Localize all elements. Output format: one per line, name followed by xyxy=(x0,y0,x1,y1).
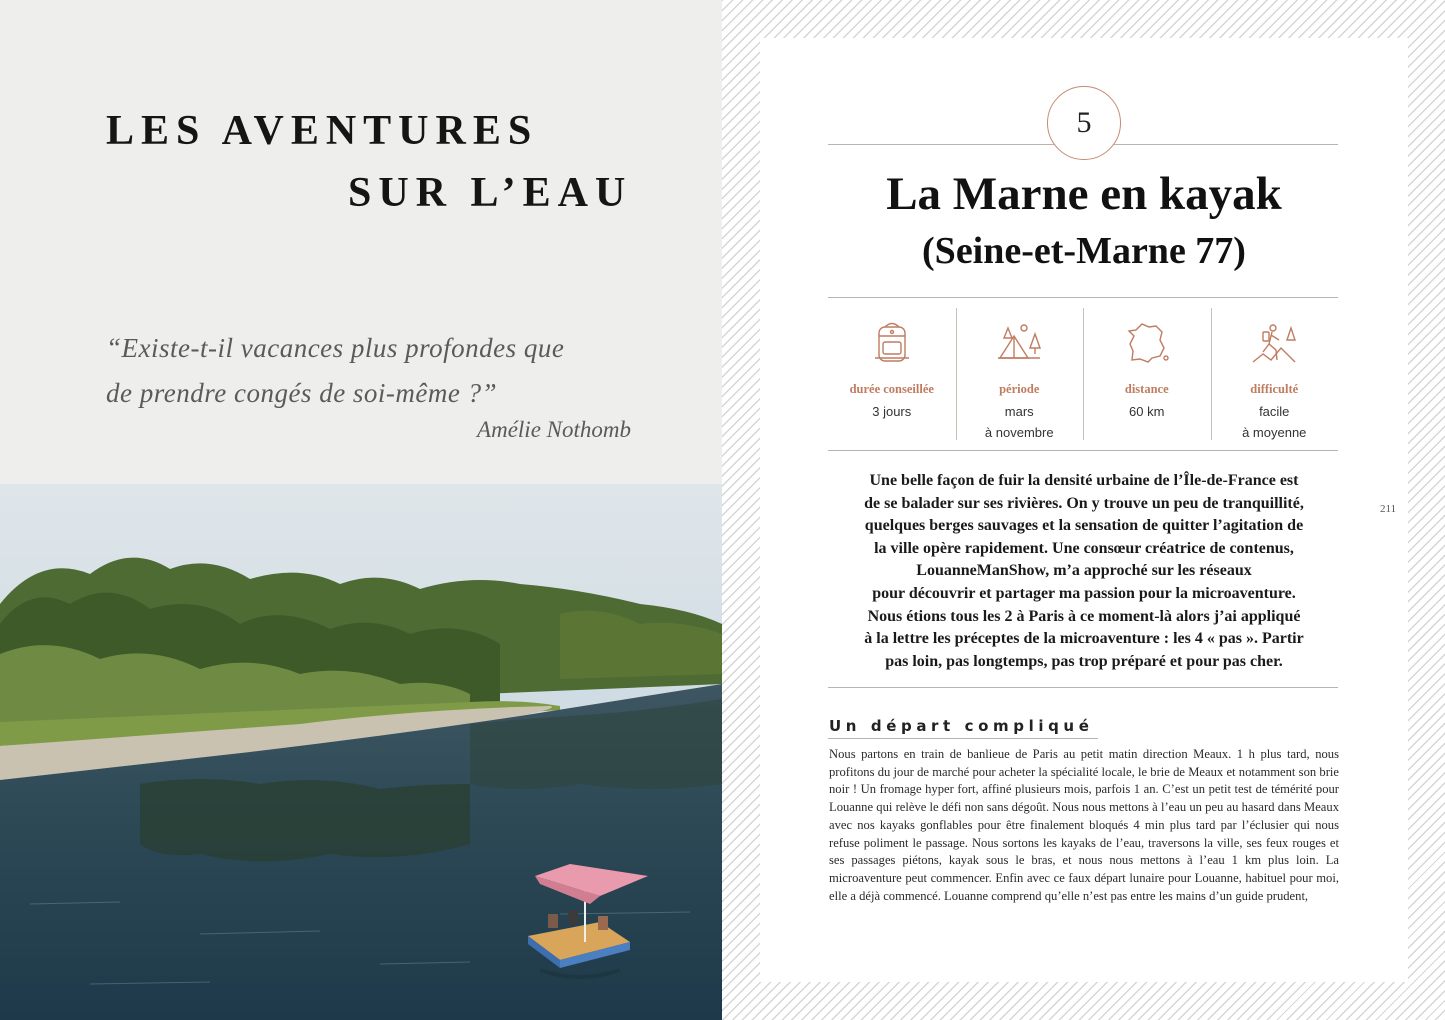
lead-line: quelques berges sauvages et la sensation de quitter l’agitation de xyxy=(864,517,1304,535)
france-map-icon xyxy=(1122,318,1172,368)
stat-value: 3 jours xyxy=(872,404,912,419)
section-title-line2: SUR L’EAU xyxy=(348,170,633,216)
epigraph-quote xyxy=(106,326,646,416)
lead-line: de se balader sur ses rivières. On y trouve un peu de tranquillité, xyxy=(864,494,1304,512)
stat-value: facile xyxy=(1259,404,1290,419)
stat-difficulty xyxy=(1211,308,1339,450)
stat-distance xyxy=(1083,308,1211,450)
right-page xyxy=(722,0,1445,1020)
stat-period xyxy=(956,308,1084,450)
info-stats xyxy=(828,308,1338,450)
chapter-subtitle: (Seine-et-Marne 77) xyxy=(922,230,1246,272)
lead-line: Nous étions tous les 2 à Paris à ce moment-là alors j’ai appliqué xyxy=(867,607,1301,625)
stat-value-line2: à novembre xyxy=(984,425,1054,440)
stat-label: durée conseillée xyxy=(849,382,934,396)
chapter-card xyxy=(760,38,1408,982)
backpack-icon xyxy=(867,318,917,368)
stat-label: période xyxy=(999,382,1040,396)
section-heading: Un départ compliqué xyxy=(829,717,1094,735)
lead-line: pour découvrir et partager ma passion pour la microaventure. xyxy=(872,584,1296,602)
quote-author: Amélie Nothomb xyxy=(477,417,631,442)
body-text: Nous partons en train de banlieue de Paris au petit matin direction Meaux. 1 h plus tard, nous profitons du jour de marché pour acheter la spécialité locale, le brie de Meaux et notamment son brie noir ! Un fromage hyper fort, affiné plusieurs mois, parfois 1 an. C’est un petit test de témérité pour Louanne qui relève le défi non sans dégoût. Nous nous mettons à l’eau un peu au hasard dans Meaux avec nos kayaks gonflables pour être finalement bloqués 4 min plus tard par l’éclusier qui nous refuse poliment le passage. Nous sortons les kayaks de l’eau, traversons la ville, ses feux rouges et ses passages piétons, kayak sous le bras, et nous nous mettons à l’eau 1 km plus loin. La microaventure peut commencer. Enfin avec ce faux départ lunaire pour Louanne, habituel pour moi, elle a déjà commencé. Louanne comprend qu’elle n’est pas entre les mains d’un guide prudent, xyxy=(829,747,1339,903)
chapter-number: 5 xyxy=(1047,86,1121,160)
section-title-line1: LES AVENTURES xyxy=(106,108,539,154)
stat-value: mars xyxy=(1004,404,1034,419)
lead-line: la ville opère rapidement. Une consœur créatrice de contenus, xyxy=(874,539,1294,557)
river-photo xyxy=(0,484,722,1020)
stat-value: 60 km xyxy=(1129,404,1165,419)
stat-label: distance xyxy=(1124,382,1169,396)
lead-line: à la lettre les préceptes de la microaventure : les 4 « pas ». Partir xyxy=(864,630,1304,648)
lead-paragraph xyxy=(830,470,1338,673)
stats-bottom-rule xyxy=(828,450,1338,451)
stat-duration xyxy=(828,308,956,450)
stat-value-line2: à moyenne xyxy=(1242,425,1307,440)
hiker-icon xyxy=(1249,318,1299,368)
river-photo-illustration xyxy=(0,484,722,1020)
quote-line2: de prendre congés de soi-même ?” xyxy=(106,378,498,408)
stat-label: difficulté xyxy=(1250,382,1299,396)
lead-line: LouanneManShow, m’a approché sur les réseaux xyxy=(916,562,1252,580)
section-heading-rule xyxy=(828,738,1098,739)
left-page xyxy=(0,0,722,1020)
section-title xyxy=(106,100,646,224)
camping-tent-icon xyxy=(994,318,1044,368)
lead-line: Une belle façon de fuir la densité urbaine de l’Île-de-France est xyxy=(869,472,1299,489)
page-number: 211 xyxy=(1380,503,1397,515)
lead-line: pas loin, pas longtemps, pas trop préparé et pour pas cher. xyxy=(885,652,1283,670)
quote-line1: “Existe-t-il vacances plus profondes que xyxy=(106,333,565,363)
stats-top-rule xyxy=(828,297,1338,298)
chapter-title: La Marne en kayak xyxy=(886,168,1282,220)
lead-bottom-rule xyxy=(828,687,1338,688)
